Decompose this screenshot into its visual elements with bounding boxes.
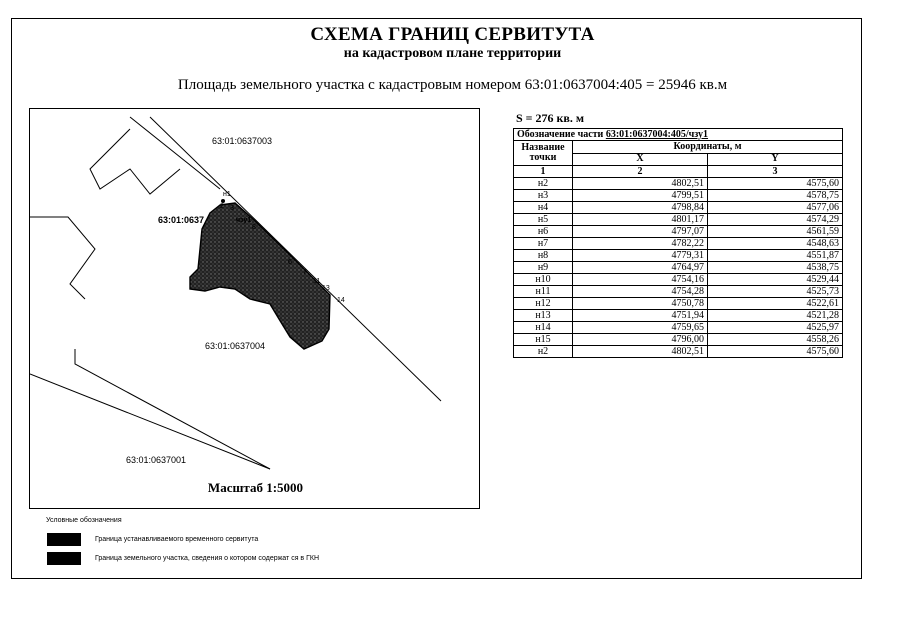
point-name-cell: н3 — [514, 190, 573, 202]
legend — [30, 510, 470, 576]
table-row — [514, 274, 843, 286]
x-coordinate-cell: 4750,78 — [573, 298, 708, 310]
y-coordinate-cell: 4577,06 — [707, 202, 842, 214]
legend-swatch-parcel — [47, 552, 81, 565]
x-coordinate-cell: 4754,28 — [573, 286, 708, 298]
neighbor-parcel-west — [30, 217, 95, 299]
x-coordinate-cell: 4759,65 — [573, 322, 708, 334]
point-name-cell: н2 — [514, 346, 573, 358]
y-coordinate-cell: 4558,26 — [707, 334, 842, 346]
x-coordinate-cell: 4779,31 — [573, 250, 708, 262]
point-name-cell: н10 — [514, 274, 573, 286]
page-title: СХЕМА ГРАНИЦ СЕРВИТУТА — [310, 24, 595, 45]
header-point-name: Название точки — [514, 141, 573, 166]
page-subtitle: на кадастровом плане территории — [343, 46, 562, 61]
y-coordinate-cell: 4529,44 — [707, 274, 842, 286]
part-label: Обозначение части — [517, 128, 604, 140]
y-coordinate-cell: 4575,60 — [707, 178, 842, 190]
table-row — [514, 178, 843, 190]
table-row — [514, 238, 843, 250]
table-row — [514, 262, 843, 274]
x-coordinate-cell: 4796,00 — [573, 334, 708, 346]
legend-text-servitude: Граница устанавливаемого временного сервитута — [95, 536, 259, 543]
legend-swatch-servitude — [47, 533, 81, 546]
x-coordinate-cell: 4802,51 — [573, 178, 708, 190]
map-drawing — [30, 109, 480, 509]
column-number-3: 3 — [707, 166, 842, 178]
point-name-cell: н7 — [514, 238, 573, 250]
point-name-cell: н11 — [514, 286, 573, 298]
point-label: 11 — [313, 278, 321, 285]
parcel-area-line: Площадь земельного участка с кадастровым номером 63:01:0637004:405 = 25946 кв.м — [177, 77, 728, 93]
y-coordinate-cell: 4521,28 — [707, 310, 842, 322]
neighbor-parcel-sw — [75, 349, 270, 469]
table-row — [514, 346, 843, 358]
point-name-cell: н4 — [514, 202, 573, 214]
table-row — [514, 190, 843, 202]
y-coordinate-cell: 4561,59 — [707, 226, 842, 238]
y-coordinate-cell: 4525,73 — [707, 286, 842, 298]
table-row — [514, 310, 843, 322]
point-name-cell: н13 — [514, 310, 573, 322]
column-number-2: 2 — [573, 166, 708, 178]
map-label-west: 63:01:0637 — [158, 215, 205, 225]
servitude-area-value: S = 276 кв. м — [516, 111, 585, 125]
x-coordinate-cell: 4782,22 — [573, 238, 708, 250]
point-name-cell: н9 — [514, 262, 573, 274]
servitude-area — [190, 203, 330, 349]
column-number-1: 1 — [514, 166, 573, 178]
header-y: Y — [707, 153, 842, 166]
table-row — [514, 214, 843, 226]
x-coordinate-cell: 4754,16 — [573, 274, 708, 286]
part-number: 63:01:0637004:405/чзу1 — [605, 128, 709, 140]
table-row — [514, 226, 843, 238]
map-label-south: 63:01:0637001 — [126, 455, 187, 465]
table-row — [514, 322, 843, 334]
y-coordinate-cell: 4538,75 — [707, 262, 842, 274]
y-coordinate-cell: 4548,63 — [707, 238, 842, 250]
y-coordinate-cell: 4551,87 — [707, 250, 842, 262]
table-row — [514, 286, 843, 298]
table-row — [514, 202, 843, 214]
x-coordinate-cell: 4751,94 — [573, 310, 708, 322]
header-x: X — [573, 153, 708, 166]
point-label: н1 — [223, 191, 231, 198]
point-name-cell: н6 — [514, 226, 573, 238]
header-coordinates: Координаты, м — [573, 141, 843, 154]
x-coordinate-cell: 4802,51 — [573, 346, 708, 358]
map-scale: Масштаб 1:5000 — [207, 480, 304, 495]
point-label: чзу1 — [236, 217, 252, 224]
point-name-cell: н8 — [514, 250, 573, 262]
coordinate-rows — [514, 178, 843, 358]
point-label: 3 — [230, 205, 234, 212]
point-name-cell: н5 — [514, 214, 573, 226]
x-coordinate-cell: 4798,84 — [573, 202, 708, 214]
point-name-cell: н2 — [514, 178, 573, 190]
point-label: 7 — [303, 269, 307, 276]
part-designation-cell — [514, 129, 843, 141]
table-header-row — [514, 141, 843, 154]
map-label-center: 63:01:0637004 — [205, 341, 266, 351]
map-label-north: 63:01:0637003 — [212, 136, 273, 146]
point-label: 8 — [252, 224, 256, 231]
y-coordinate-cell: 4574,29 — [707, 214, 842, 226]
point-name-cell: н14 — [514, 322, 573, 334]
y-coordinate-cell: 4525,97 — [707, 322, 842, 334]
point-name-cell: н15 — [514, 334, 573, 346]
boundary-line-north — [130, 117, 220, 189]
y-coordinate-cell: 4578,75 — [707, 190, 842, 202]
x-coordinate-cell: 4797,07 — [573, 226, 708, 238]
cadastral-map — [29, 108, 480, 509]
y-coordinate-cell: 4575,60 — [707, 346, 842, 358]
x-coordinate-cell: 4764,97 — [573, 262, 708, 274]
boundary-line-diagonal — [150, 117, 441, 401]
point-label: 13 — [322, 285, 330, 292]
x-coordinate-cell: 4799,51 — [573, 190, 708, 202]
table-row — [514, 334, 843, 346]
legend-text-parcel: Граница земельного участка, сведения о котором содержат ся в ГКН — [95, 555, 320, 562]
part-designation-row — [514, 129, 843, 141]
neighbor-parcel-nw — [90, 129, 180, 194]
point-label: 14 — [337, 297, 345, 304]
table-row — [514, 250, 843, 262]
point-name-cell: н12 — [514, 298, 573, 310]
coordinates-table — [513, 128, 843, 358]
table-row — [514, 298, 843, 310]
point-label: 2 — [220, 203, 224, 210]
y-coordinate-cell: 4522,61 — [707, 298, 842, 310]
table-number-row — [514, 166, 843, 178]
legend-title: Условные обозначения — [46, 517, 122, 524]
point-label: 6 — [288, 259, 292, 266]
x-coordinate-cell: 4801,17 — [573, 214, 708, 226]
